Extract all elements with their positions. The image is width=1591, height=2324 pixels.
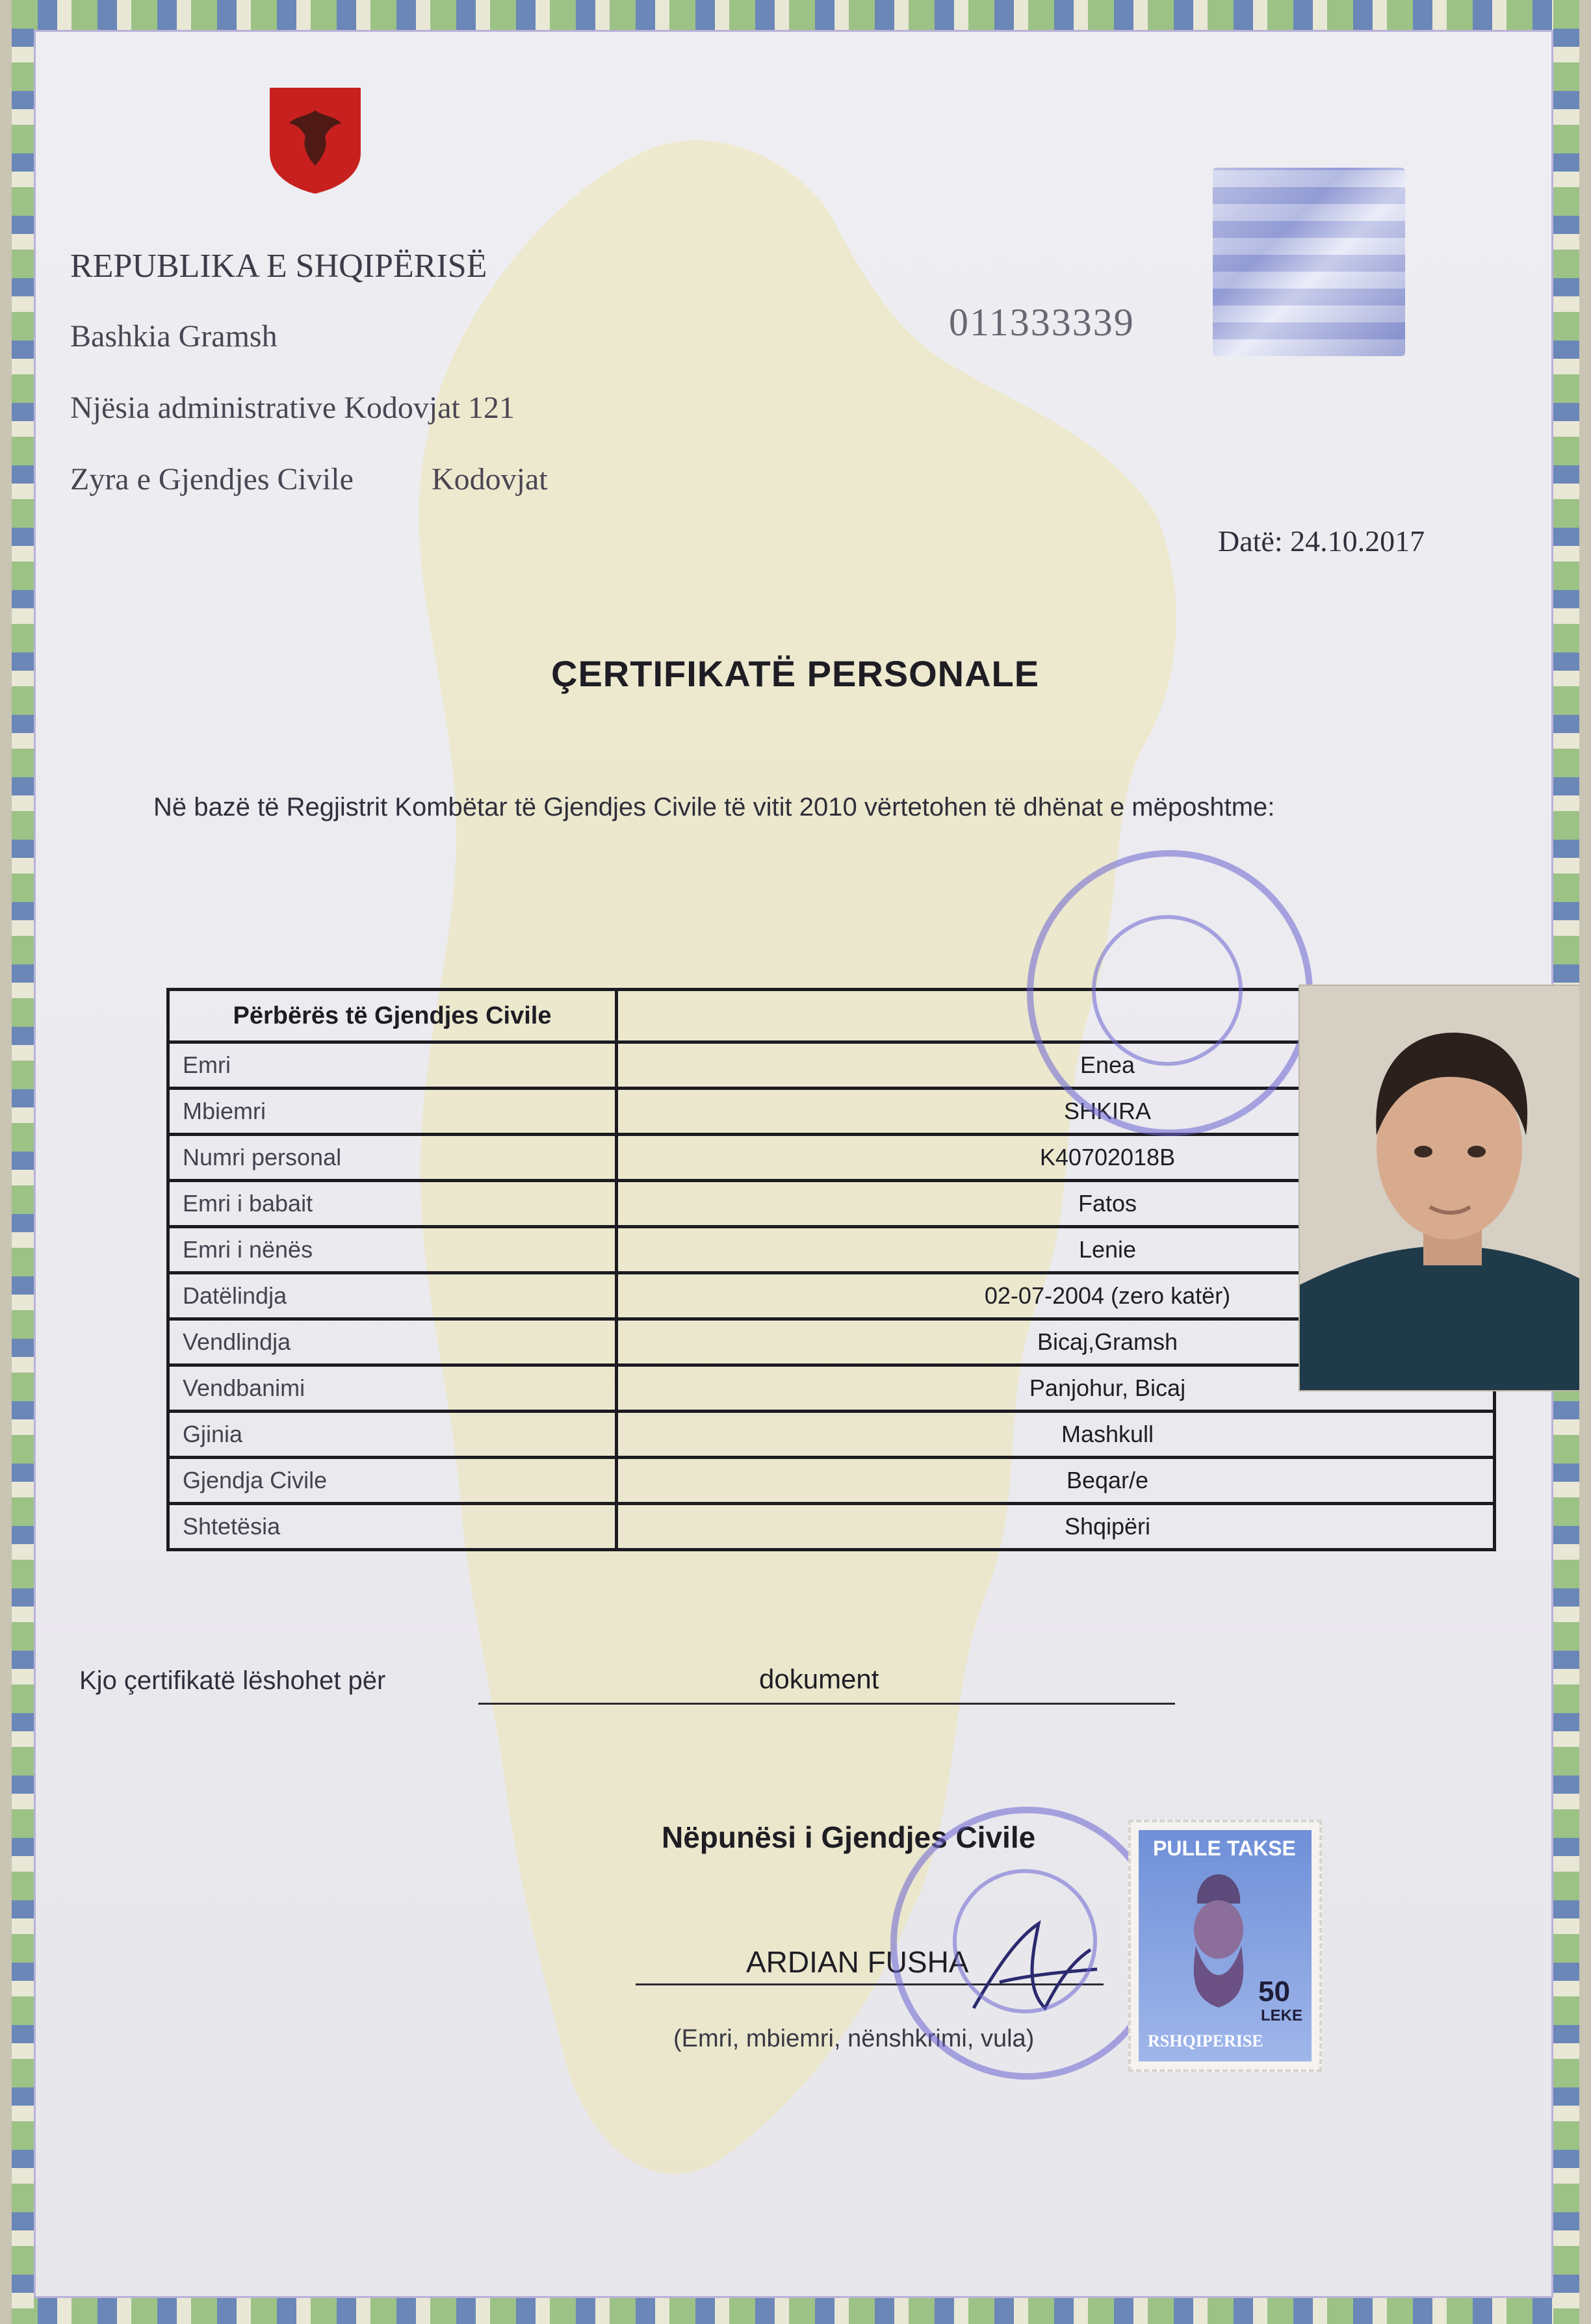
certificate-paper bbox=[12, 0, 1579, 2324]
tax-stamp-title: PULLE TAKSE bbox=[1153, 1837, 1296, 1860]
row-value: 02-07-2004 (zero katër) bbox=[617, 1273, 1495, 1319]
municipality-seal-bottom bbox=[890, 1807, 1163, 2080]
tax-stamp-currency: LEKE bbox=[1261, 2007, 1303, 2024]
holder-photo bbox=[1299, 985, 1579, 1391]
row-value: Bicaj,Gramsh bbox=[617, 1319, 1495, 1365]
table-row bbox=[168, 1227, 1495, 1273]
row-label: Gjendja Civile bbox=[168, 1458, 617, 1504]
municipality-line: Bashkia Gramsh bbox=[70, 319, 278, 354]
admin-unit-line: Njësia administrative Kodovjat 121 bbox=[70, 391, 515, 425]
table-row bbox=[168, 1319, 1495, 1365]
serial-number: 011333339 bbox=[949, 301, 1135, 344]
row-value: K40702018B bbox=[617, 1135, 1495, 1181]
table-row bbox=[168, 1089, 1495, 1135]
table-row bbox=[168, 1412, 1495, 1458]
table-row bbox=[168, 1504, 1495, 1550]
skanderbeg-portrait-icon bbox=[1170, 1868, 1267, 2011]
decorative-border-left bbox=[12, 0, 34, 2324]
row-label: Vendlindja bbox=[168, 1319, 617, 1365]
civil-status-table bbox=[166, 988, 1496, 1551]
row-value: Shqipëri bbox=[617, 1504, 1495, 1550]
municipality-seal-top bbox=[1027, 850, 1313, 1136]
table-row bbox=[168, 1135, 1495, 1181]
office-label: Zyra e Gjendjes Civile bbox=[70, 462, 354, 497]
table-header-label: Përbërës të Gjendjes Civile bbox=[168, 990, 617, 1042]
office-value: Kodovjat bbox=[432, 462, 548, 497]
issue-date: Datë: 24.10.2017 bbox=[1218, 524, 1425, 558]
decorative-border-top bbox=[12, 0, 1579, 30]
tax-stamp-country: RSHQIPERISE bbox=[1148, 2032, 1263, 2050]
decorative-border-bottom bbox=[12, 2298, 1579, 2324]
row-label: Gjinia bbox=[168, 1412, 617, 1458]
row-label: Mbiemri bbox=[168, 1089, 617, 1135]
table-row bbox=[168, 1273, 1495, 1319]
person-portrait-icon bbox=[1300, 986, 1579, 1390]
row-label: Emri bbox=[168, 1042, 617, 1089]
row-value: Beqar/e bbox=[617, 1458, 1495, 1504]
table-row bbox=[168, 1458, 1495, 1504]
purpose-value: dokument bbox=[759, 1664, 879, 1694]
certificate-intro: Në bazë të Regjistrit Kombëtar të Gjendjes Civile të vitit 2010 vërtetohen të dhënat e mëposhtme: bbox=[153, 793, 1275, 821]
tax-stamp bbox=[1128, 1820, 1322, 2072]
republic-heading: REPUBLIKA E SHQIPËRISË bbox=[70, 248, 487, 285]
hologram-sticker bbox=[1213, 168, 1405, 356]
row-value: SHKIRA bbox=[617, 1089, 1495, 1135]
purpose-label: Kjo çertifikatë lëshohet për bbox=[79, 1666, 386, 1695]
tax-stamp-amount: 50 bbox=[1258, 1976, 1290, 2008]
albanian-emblem-icon bbox=[266, 84, 364, 195]
row-label: Vendbanimi bbox=[168, 1365, 617, 1412]
row-label: Datëlindja bbox=[168, 1273, 617, 1319]
certificate-title: ÇERTIFIKATË PERSONALE bbox=[551, 653, 1040, 694]
table-row bbox=[168, 1181, 1495, 1227]
row-value: Enea bbox=[617, 1042, 1495, 1089]
officer-name: ARDIAN FUSHA bbox=[746, 1945, 969, 1979]
officer-title: Nëpunësi i Gjendjes Civile bbox=[662, 1820, 1036, 1854]
row-label: Shtetësia bbox=[168, 1504, 617, 1550]
row-value: Panjohur, Bicaj bbox=[617, 1365, 1495, 1412]
row-value: Lenie bbox=[617, 1227, 1495, 1273]
row-label: Emri i nënës bbox=[168, 1227, 617, 1273]
row-value: Mashkull bbox=[617, 1412, 1495, 1458]
signature-caption: (Emri, mbiemri, nënshkrimi, vula) bbox=[673, 2025, 1035, 2052]
row-value: Fatos bbox=[617, 1181, 1495, 1227]
purpose-underline bbox=[478, 1703, 1175, 1705]
row-label: Emri i babait bbox=[168, 1181, 617, 1227]
row-label: Numri personal bbox=[168, 1135, 617, 1181]
table-row bbox=[168, 1365, 1495, 1412]
